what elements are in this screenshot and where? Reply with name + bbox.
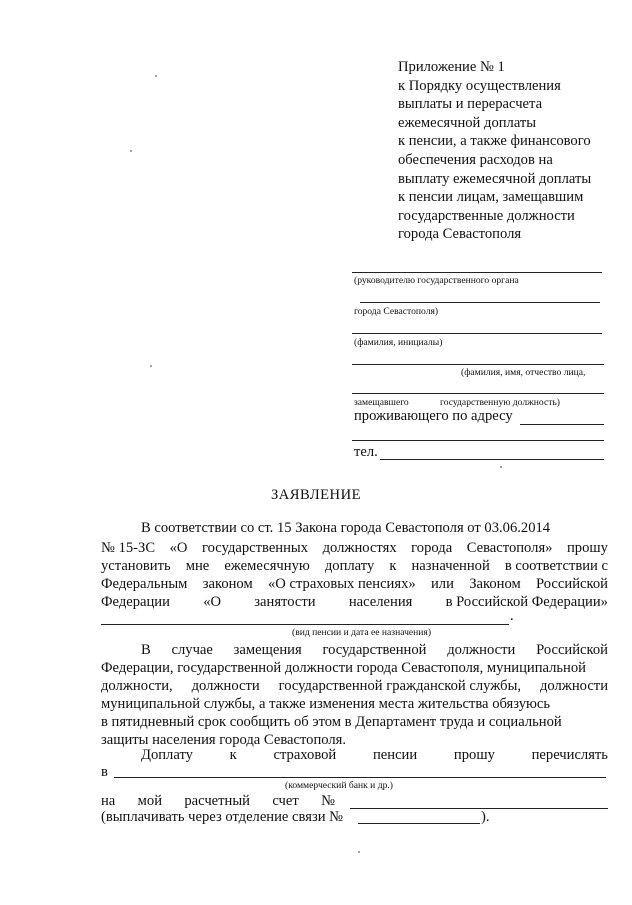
word: государственной <box>322 642 427 658</box>
pension-caption: (вид пенсии и дата ее назначения) <box>292 627 432 638</box>
word: или <box>430 576 454 592</box>
head-line-2 <box>360 302 600 303</box>
scan-speck <box>130 150 132 152</box>
scan-speck <box>150 365 152 367</box>
former-caption-1: замещавшего <box>354 397 409 408</box>
annex-line: обеспечения расходов на <box>398 151 553 168</box>
word: Федеральным <box>101 576 188 592</box>
para1-line5 <box>101 594 608 611</box>
word: В <box>141 642 151 658</box>
address-line[interactable] <box>352 440 604 441</box>
annex-line: ежемесячной доплаты <box>398 114 537 131</box>
annex-line: государственные должности <box>398 207 575 224</box>
annex-line: к пенсии лицам, замещавшим <box>398 189 584 206</box>
head-caption-2: города Севастополя) <box>354 306 439 317</box>
word: Российской <box>536 642 608 658</box>
bank-caption: (коммерческий банк и др.) <box>285 780 393 791</box>
word: пенсии <box>372 747 418 763</box>
word: законом <box>202 576 253 592</box>
word: Российской <box>536 576 608 592</box>
word: счет <box>272 793 299 809</box>
residing-line[interactable] <box>520 424 604 425</box>
word: занятости <box>254 594 316 610</box>
word: прошу <box>453 747 495 763</box>
scan-speck <box>155 75 157 77</box>
fio-line <box>352 364 604 365</box>
annex-block <box>398 58 591 244</box>
word: Доплату <box>141 747 193 763</box>
para2-line5: в пятидневный срок сообщить об этом в Департамент труда и социальной <box>101 714 562 730</box>
para1-line3 <box>101 558 608 575</box>
word: замещения <box>233 642 302 658</box>
word: к <box>229 747 237 763</box>
word: на <box>101 793 116 809</box>
pension-line-end: . <box>510 608 514 624</box>
initials-caption: (фамилия, инициалы) <box>354 337 443 348</box>
para1-line2 <box>101 540 608 557</box>
word: расчетный <box>184 793 250 809</box>
word: мой <box>137 793 162 809</box>
post-office-close: ). <box>481 809 490 825</box>
pension-type-line[interactable] <box>101 624 509 625</box>
document-title: ЗАЯВЛЕНИЕ <box>270 487 362 503</box>
head-line <box>352 272 602 273</box>
word: Севастополя» <box>466 540 553 556</box>
word: «О страховых пенсиях» <box>268 576 416 592</box>
word: «О <box>203 594 222 610</box>
word: доплату <box>324 558 375 574</box>
scan-speck <box>500 466 502 468</box>
annex-line: к Порядку осуществления <box>398 77 561 94</box>
para2-line4: муниципальной службы, а также изменения места жительства обязуюсь <box>101 696 551 712</box>
word: № 15-ЗС <box>101 540 156 556</box>
para1-line1: В соответствии со ст. 15 Закона города Севастополя от 03.06.2014 <box>141 520 551 536</box>
account-line-label <box>101 793 335 810</box>
word: прошу <box>567 540 608 556</box>
para3-line1 <box>141 747 608 764</box>
annex-line: выплату ежемесячной доплаты <box>398 170 592 187</box>
annex-line: Приложение № 1 <box>398 59 505 75</box>
annex-line: к пенсии, а также финансового <box>398 133 591 150</box>
para2-line1 <box>141 642 608 659</box>
word: должности, <box>101 678 173 694</box>
annex-line: выплаты и перерасчета <box>398 96 543 113</box>
word: должности <box>447 642 516 658</box>
para1-line4 <box>101 576 608 593</box>
word: назначенной <box>411 558 490 574</box>
word: установить <box>101 558 171 574</box>
bank-line[interactable] <box>114 777 606 778</box>
word: города <box>411 540 453 556</box>
former-caption-2: государственную должность) <box>440 397 560 408</box>
word: ежемесячную <box>224 558 310 574</box>
former-line <box>352 393 604 394</box>
scan-speck <box>358 851 360 853</box>
word: страховой <box>273 747 337 763</box>
word: к <box>389 558 397 574</box>
para2-line6: защиты населения города Севастополя. <box>101 732 347 748</box>
word: в соответствии с <box>504 558 608 574</box>
account-number-line[interactable] <box>350 808 608 809</box>
word: в Российской Федерации» <box>445 594 608 610</box>
word: случае <box>171 642 213 658</box>
para2-line3 <box>101 678 608 695</box>
head-caption-1: (руководителю государственного органа <box>354 275 519 286</box>
word: Законом <box>469 576 521 592</box>
phone-line[interactable] <box>380 459 604 460</box>
annex-line: города Севастополя <box>398 226 522 243</box>
word: Федерации <box>101 594 170 610</box>
para2-line2: Федерации, государственной должности города Севастополя, муниципальной <box>101 660 586 676</box>
initials-line <box>352 333 602 334</box>
word: государственных <box>202 540 309 556</box>
word: должностях <box>322 540 397 556</box>
word: перечислять <box>531 747 608 763</box>
post-office-label: (выплачивать через отделение связи № <box>101 809 344 825</box>
fio-caption: (фамилия, имя, отчество лица, <box>461 367 586 378</box>
phone-label: тел. <box>354 444 378 460</box>
word: мне <box>185 558 210 574</box>
word: населения <box>348 594 413 610</box>
word: должности <box>191 678 260 694</box>
word: государственной гражданской службы, <box>278 678 522 694</box>
bank-prefix: в <box>101 764 108 780</box>
word: «О <box>169 540 188 556</box>
post-office-number-line[interactable] <box>358 823 480 824</box>
word: должности <box>539 678 608 694</box>
word: № <box>321 793 335 809</box>
residing-label: проживающего по адресу <box>354 408 513 424</box>
